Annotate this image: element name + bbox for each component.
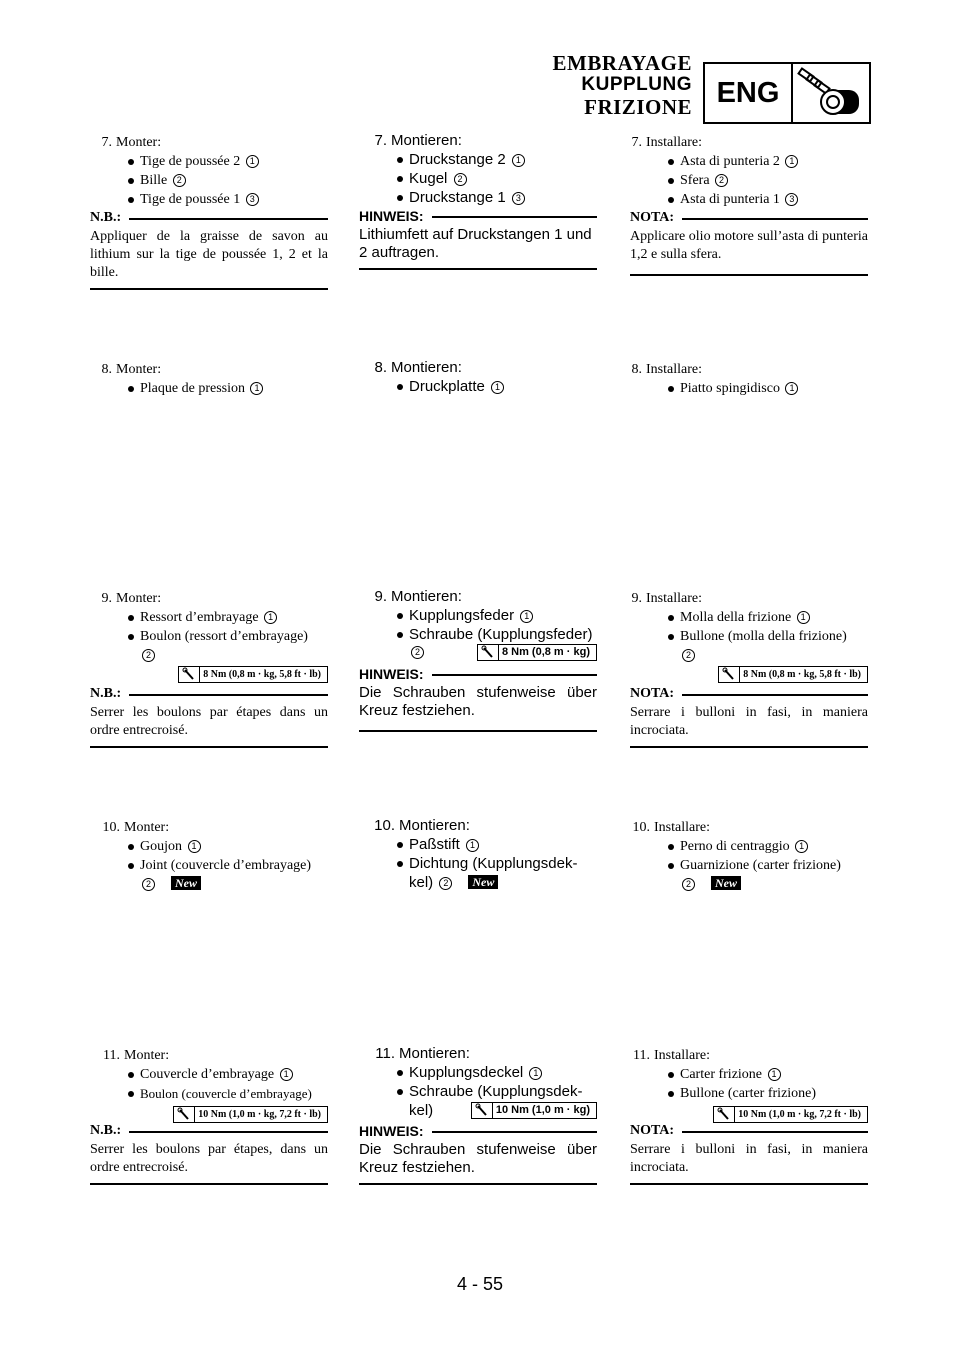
list-item: Kupplungsdeckel	[409, 1064, 524, 1081]
list-item: Tige de poussée 2	[140, 154, 241, 169]
step-number: 9.	[631, 591, 642, 606]
section-title-block	[553, 52, 692, 118]
callout-number: 2	[715, 174, 728, 187]
list-item: Sfera	[680, 173, 710, 188]
list-item: Goujon	[140, 839, 182, 854]
list-item: Ressort d’embrayage	[140, 610, 259, 625]
step-heading: Installare:	[646, 362, 702, 377]
it-step-11	[630, 1046, 868, 1123]
list-item: Druckplatte	[409, 378, 485, 395]
step-number: 7.	[101, 135, 112, 150]
fr-step-11	[90, 1046, 328, 1123]
torque-wrench-icon	[472, 1103, 493, 1118]
step-number: 8.	[101, 362, 112, 377]
note-text: Serrare i bulloni in fasi, in maniera incrociata.	[630, 1142, 868, 1175]
it-step-9	[630, 589, 868, 683]
list-item: Piatto spingidisco	[680, 381, 780, 396]
list-item: Tige de poussée 1	[140, 192, 241, 207]
step-number: 8.	[374, 359, 387, 376]
step-number: 7.	[374, 132, 387, 149]
list-item: Druckstange 2	[409, 151, 506, 168]
list-item: Plaque de pression	[140, 381, 245, 396]
bullet-icon	[128, 844, 134, 850]
bullet-icon	[668, 863, 674, 869]
callout-number: 2	[682, 878, 695, 891]
callout-number: 1	[280, 1068, 293, 1081]
bullet-icon	[128, 1072, 134, 1078]
bullet-icon	[397, 384, 403, 390]
note-text: Die Schrauben stufenweise über Kreuz festziehen.	[359, 684, 597, 719]
callout-number: 1	[795, 840, 808, 853]
step-heading: Monter:	[124, 820, 170, 835]
step-number: 8.	[631, 362, 642, 377]
new-part-badge: New	[468, 875, 498, 889]
note-text: Serrer les boulons par étapes dans un ordre entrecroisé.	[90, 705, 328, 738]
torque-wrench-icon	[174, 1107, 195, 1122]
list-item: Bullone (carter frizione)	[680, 1086, 817, 1101]
bullet-icon	[397, 157, 403, 163]
de-note-7	[359, 208, 597, 270]
torque-spec: 10 Nm (1,0 m · kg, 7,2 ft · lb)	[713, 1106, 868, 1123]
callout-number: 3	[512, 192, 525, 205]
note-label: HINWEIS:	[359, 666, 424, 682]
step-heading: Monter:	[116, 591, 162, 606]
list-item: Carter frizione	[680, 1067, 763, 1082]
list-item: Perno di centraggio	[680, 839, 790, 854]
callout-number: 1	[512, 154, 525, 167]
callout-number: 1	[491, 381, 504, 394]
note-text: Applicare olio motore sull’asta di punteria 1,2 e sulla sfera.	[630, 229, 868, 262]
list-item: Couvercle d’embrayage	[140, 1067, 275, 1082]
callout-number: 1	[768, 1068, 781, 1081]
callout-number: 1	[466, 839, 479, 852]
de-step-10	[359, 816, 597, 892]
list-item: Dichtung (Kupplungsdek-	[409, 855, 578, 872]
bullet-icon	[668, 844, 674, 850]
callout-number: 3	[246, 193, 259, 206]
callout-number: 2	[682, 649, 695, 662]
list-item: Kugel	[409, 170, 448, 187]
de-step-11	[359, 1044, 597, 1120]
title-fr: EMBRAYAGE	[552, 51, 692, 75]
step-number: 9.	[101, 591, 112, 606]
note-label: N.B.:	[90, 686, 122, 701]
note-label: NOTA:	[630, 210, 675, 225]
title-de: KUPPLUNG	[581, 74, 692, 95]
title-it: FRIZIONE	[584, 95, 692, 119]
new-part-badge: New	[171, 876, 201, 890]
torque-spec: 8 Nm (0,8 m · kg, 5,8 ft · lb)	[178, 666, 328, 683]
note-label: HINWEIS:	[359, 1123, 424, 1139]
list-item: kel)	[409, 874, 434, 891]
list-item: Schraube (Kupplungsdek-	[409, 1083, 583, 1100]
callout-number: 1	[529, 1067, 542, 1080]
callout-number: 2	[454, 173, 467, 186]
it-note-7	[630, 210, 868, 276]
note-text: Appliquer de la graisse de savon au lithium sur la tige de poussée 1, 2 et la bille.	[90, 229, 328, 280]
de-note-11	[359, 1123, 597, 1185]
it-step-7	[630, 133, 868, 209]
fr-note-7	[90, 210, 328, 290]
fr-note-11	[90, 1123, 328, 1185]
list-item: Guarnizione (carter frizione)	[680, 858, 841, 873]
list-item: Druckstange 1	[409, 189, 506, 206]
step-number: 11.	[633, 1048, 650, 1063]
list-item: Bullone (molla della frizione)	[680, 629, 847, 644]
callout-number: 2	[173, 174, 186, 187]
step-number: 10.	[374, 817, 395, 834]
bullet-icon	[397, 632, 403, 638]
step-heading: Installare:	[654, 820, 710, 835]
bullet-icon	[397, 1070, 403, 1076]
callout-number: 1	[785, 155, 798, 168]
torque-spec: 8 Nm (0,8 m · kg, 5,8 ft · lb)	[718, 666, 868, 683]
it-note-9	[630, 686, 868, 748]
step-heading: Montieren:	[391, 132, 462, 149]
bullet-icon	[668, 1072, 674, 1078]
note-label: HINWEIS:	[359, 208, 424, 224]
step-number: 10.	[632, 820, 650, 835]
it-step-10	[630, 818, 868, 894]
it-note-11	[630, 1123, 868, 1185]
bullet-icon	[668, 615, 674, 621]
bullet-icon	[128, 197, 134, 203]
step-heading: Montieren:	[391, 359, 462, 376]
callout-number: 1	[785, 382, 798, 395]
fr-step-8	[90, 360, 328, 398]
step-number: 9.	[374, 588, 387, 605]
torque-wrench-icon	[478, 645, 499, 660]
step-number: 7.	[631, 135, 642, 150]
bullet-icon	[397, 176, 403, 182]
list-item: Asta di punteria 1	[680, 192, 780, 207]
bullet-icon	[397, 861, 403, 867]
bullet-icon	[128, 615, 134, 621]
bullet-icon	[128, 178, 134, 184]
list-item: Paßstift	[409, 836, 460, 853]
callout-number: 1	[250, 382, 263, 395]
fr-note-9	[90, 686, 328, 748]
bullet-icon	[668, 1091, 674, 1097]
bullet-icon	[668, 159, 674, 165]
fr-step-9	[90, 589, 328, 683]
bullet-icon	[128, 634, 134, 640]
callout-number: 3	[785, 193, 798, 206]
bullet-icon	[397, 842, 403, 848]
step-heading: Montieren:	[391, 588, 462, 605]
note-text: Die Schrauben stufenweise über Kreuz festziehen.	[359, 1141, 597, 1176]
step-heading: Installare:	[646, 591, 702, 606]
torque-wrench-icon	[179, 667, 200, 682]
list-item: Boulon (couvercle d’embrayage)	[140, 1086, 312, 1101]
note-text: Serrer les boulons par étapes, dans un ordre entrecroisé.	[90, 1142, 328, 1175]
clutch-disc-icon	[795, 66, 867, 120]
de-step-9	[359, 587, 597, 661]
note-label: NOTA:	[630, 1123, 675, 1138]
bullet-icon	[397, 1089, 403, 1095]
step-heading: Installare:	[646, 135, 702, 150]
de-step-7	[359, 131, 597, 207]
callout-number: 1	[188, 840, 201, 853]
bullet-icon	[668, 197, 674, 203]
de-step-8	[359, 358, 597, 396]
list-item: Boulon (ressort d’embrayage)	[140, 629, 308, 644]
bullet-icon	[668, 386, 674, 392]
it-step-8	[630, 360, 868, 398]
bullet-icon	[668, 634, 674, 640]
fr-step-10	[90, 818, 328, 894]
note-text: Lithiumfett auf Druckstangen 1 und 2 auftragen.	[359, 226, 592, 261]
list-item: Schraube (Kupplungsfeder)	[409, 626, 593, 643]
bullet-icon	[128, 159, 134, 165]
callout-number: 1	[264, 611, 277, 624]
note-label: N.B.:	[90, 210, 122, 225]
step-heading: Montieren:	[399, 1045, 470, 1062]
callout-number: 1	[797, 611, 810, 624]
step-heading: Monter:	[116, 362, 162, 377]
bullet-icon	[128, 386, 134, 392]
bullet-icon	[668, 178, 674, 184]
note-text: Serrare i bulloni in fasi, in maniera incrociata.	[630, 705, 868, 738]
bullet-icon	[397, 613, 403, 619]
step-number: 10.	[102, 820, 120, 835]
step-heading: Monter:	[116, 135, 162, 150]
list-item: kel)	[409, 1102, 434, 1119]
fr-step-7	[90, 133, 328, 209]
step-number: 11.	[103, 1048, 120, 1063]
callout-number: 2	[439, 877, 452, 890]
page-number: 4 - 55	[456, 1274, 504, 1294]
new-part-badge: New	[711, 876, 741, 890]
section-tab	[703, 62, 871, 124]
torque-wrench-icon	[714, 1107, 735, 1122]
torque-wrench-icon	[719, 667, 740, 682]
step-number: 11.	[375, 1045, 395, 1062]
step-heading: Montieren:	[399, 817, 470, 834]
torque-spec: 10 Nm (1,0 m · kg, 7,2 ft · lb)	[173, 1106, 328, 1123]
list-item: Joint (couvercle d’embrayage)	[140, 858, 312, 873]
list-item: Asta di punteria 2	[680, 154, 780, 169]
bullet-icon	[128, 863, 134, 869]
note-label: NOTA:	[630, 686, 675, 701]
lang-tab-label: ENG	[705, 64, 793, 122]
bullet-icon	[128, 1091, 134, 1097]
callout-number: 1	[520, 610, 533, 623]
step-heading: Monter:	[124, 1048, 170, 1063]
torque-spec: 8 Nm (0,8 m · kg)	[477, 644, 597, 661]
list-item: Bille	[140, 173, 168, 188]
torque-spec: 10 Nm (1,0 m · kg)	[471, 1102, 597, 1119]
callout-number: 2	[142, 878, 155, 891]
note-label: N.B.:	[90, 1123, 122, 1138]
bullet-icon	[397, 195, 403, 201]
callout-number: 1	[246, 155, 259, 168]
de-note-9	[359, 666, 597, 732]
step-heading: Installare:	[654, 1048, 710, 1063]
callout-number: 2	[411, 646, 424, 659]
list-item: Molla della frizione	[680, 610, 792, 625]
callout-number: 2	[142, 649, 155, 662]
list-item: Kupplungsfeder	[409, 607, 515, 624]
